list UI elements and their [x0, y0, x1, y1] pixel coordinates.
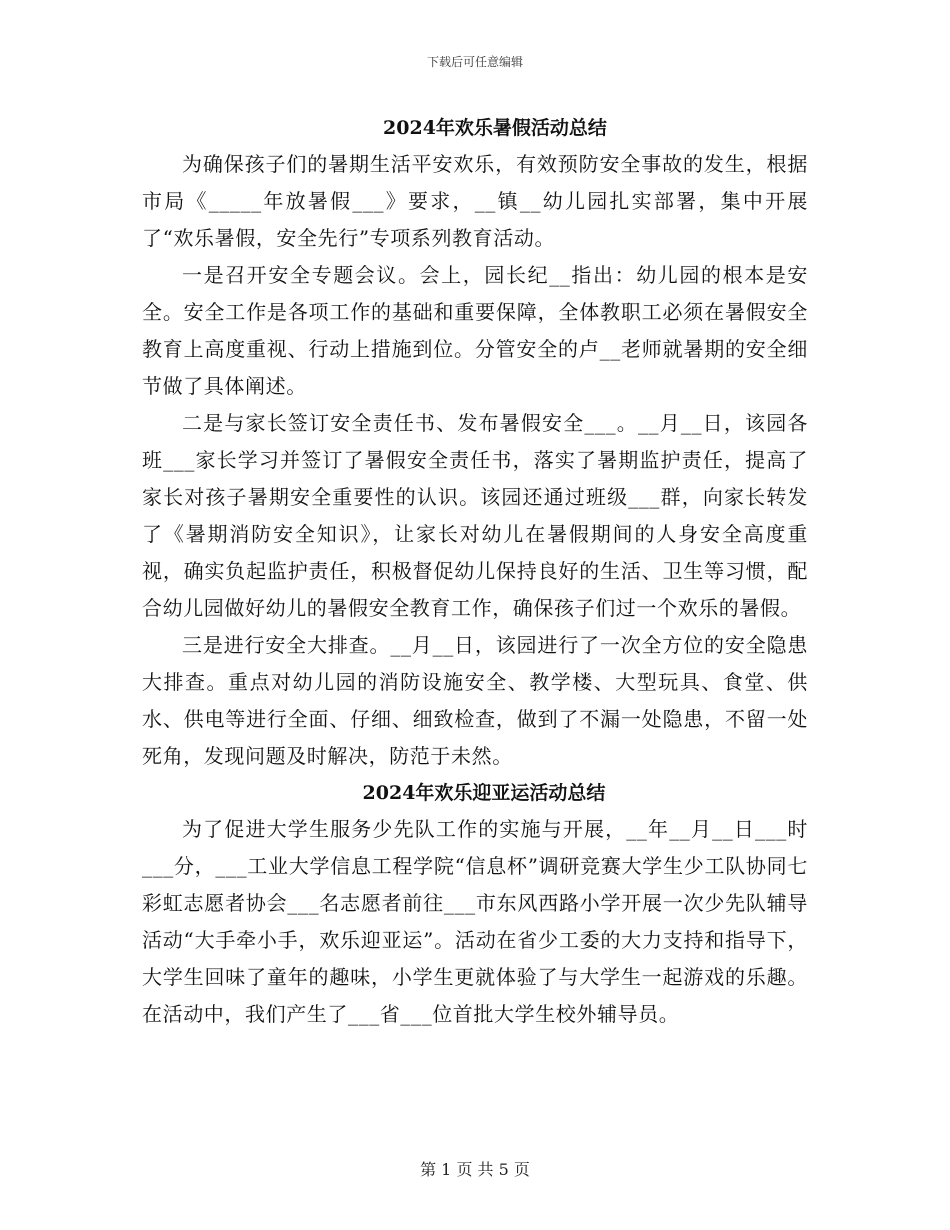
- paragraph: 二是与家长签订安全责任书、发布暑假安全___。__月__日，该园各班___家长学习并签订了暑假安全责任书，落实了暑期监护责任，提高了家长对孩子暑期安全重要性的认识。该园还通过班级___群，向家长转发了《暑期消防安全知识》，让家长对幼儿在暑假期间的人身安全高度重视，确实负起监护责任，积极督促幼儿保持良好的生活、卫生等习惯，配合幼儿园做好幼儿的暑假安全教育工作，确保孩子们过一个欢乐的暑假。: [142, 411, 808, 620]
- paragraph: 为确保孩子们的暑期生活平安欢乐，有效预防安全事故的发生，根据市局《_____年放暑假___》要求，__镇__幼儿园扎实部署，集中开展了“欢乐暑假，安全先行”专项系列教育活动。: [142, 152, 808, 250]
- paragraph: 三是进行安全大排查。__月__日，该园进行了一次全方位的安全隐患大排查。重点对幼儿园的消防设施安全、教学楼、大型玩具、食堂、供水、供电等进行全面、仔细、细致检查，做到了不漏一处隐患，不留一处死角，发现问题及时解决，防范于未然。: [142, 633, 808, 768]
- page-number: 第 1 页 共 5 页: [420, 1160, 530, 1179]
- page-header: 下载后可任意编辑: [426, 55, 523, 69]
- document-body: [142, 110, 808, 1033]
- section-title: 2024年欢乐迎亚运活动总结: [362, 782, 606, 804]
- paragraph: 一是召开安全专题会议。会上，园长纪__指出：幼儿园的根本是安全。安全工作是各项工作的基础和重要保障，全体教职工必须在暑假安全教育上高度重视、行动上措施到位。分管安全的卢__老师就暑期的安全细节做了具体阐述。: [142, 263, 808, 398]
- paragraph: 为了促进大学生服务少先队工作的实施与开展，__年__月__日___时___分，___工业大学信息工程学院“信息杯”调研竞赛大学生少工队协同七彩虹志愿者协会___名志愿者前往___市东风西路小学开展一次少先队辅导活动“大手牵小手，欢乐迎亚运”。活动在省少工委的大力支持和指导下，大学生回味了童年的趣味，小学生更就体验了与大学生一起游戏的乐趣。在活动中，我们产生了___省___位首批大学生校外辅导员。: [142, 817, 808, 1026]
- section-title: 2024年欢乐暑假活动总结: [383, 117, 607, 139]
